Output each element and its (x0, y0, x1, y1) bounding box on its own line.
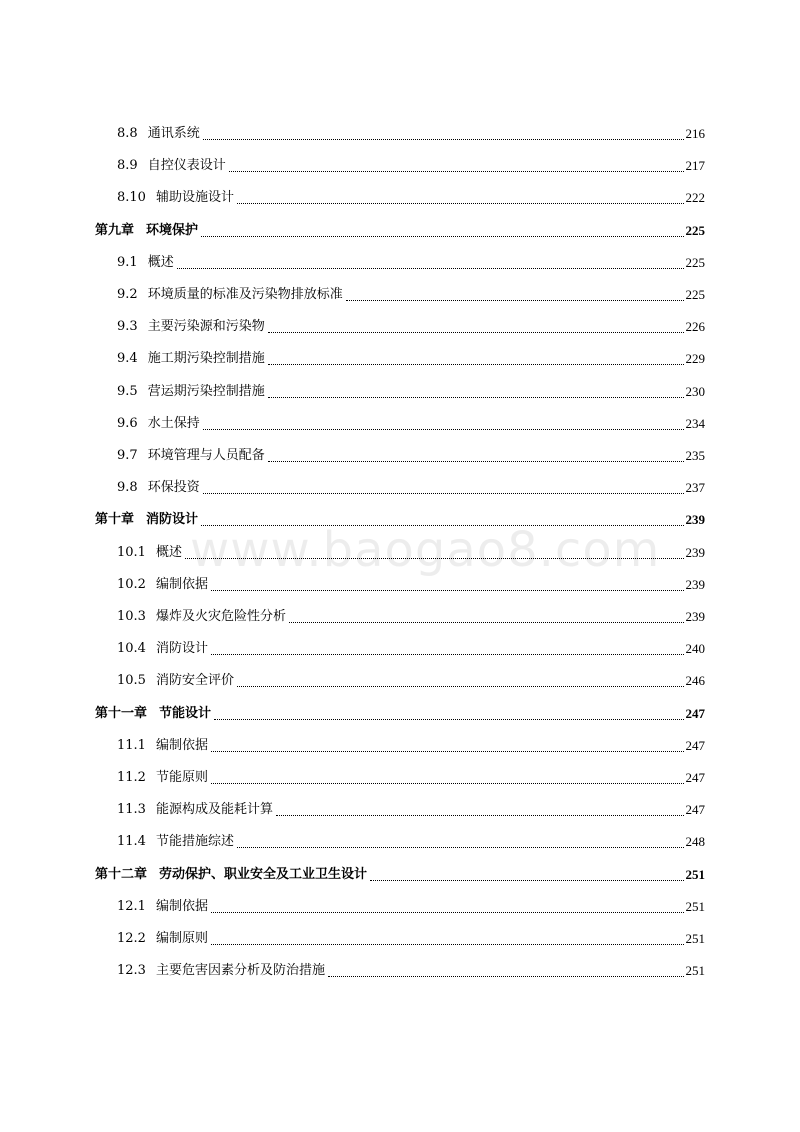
toc-entry-title: 主要污染源和污染物 (147, 319, 265, 335)
toc-entry-row (117, 640, 705, 658)
toc-section-entry[interactable] (0, 730, 800, 762)
toc-section-entry[interactable] (0, 279, 800, 311)
toc-entry-page-number: 251 (685, 866, 705, 882)
toc-entry-row (117, 286, 705, 304)
toc-entry-row (95, 511, 705, 529)
toc-entry-number: 11.1 (117, 737, 146, 753)
toc-dot-leader (268, 363, 684, 365)
toc-entry-row (117, 157, 705, 175)
toc-dot-leader (268, 396, 684, 398)
toc-chapter-entry[interactable] (0, 859, 800, 891)
toc-entry-page-number: 239 (685, 544, 705, 560)
toc-entry-number: 8.10 (117, 190, 146, 206)
toc-section-entry[interactable] (0, 601, 800, 633)
toc-entry-number: 10.5 (117, 673, 146, 689)
toc-dot-leader (185, 557, 684, 559)
toc-entry-page-number: 239 (685, 609, 705, 624)
toc-entry-row (117, 801, 705, 819)
toc-entry-title: 编制依据 (155, 576, 208, 592)
toc-entry-row (117, 672, 705, 690)
toc-section-entry[interactable] (0, 182, 800, 214)
toc-dot-leader (203, 428, 684, 430)
toc-entry-number: 10.2 (117, 576, 146, 592)
toc-dot-leader (346, 299, 684, 301)
toc-entry-title: 辅助设施设计 (155, 190, 234, 206)
toc-entry-number: 8.9 (117, 158, 138, 174)
toc-entry-row (117, 415, 705, 433)
toc-entry-number: 9.7 (117, 448, 138, 463)
toc-entry-page-number: 230 (685, 383, 705, 399)
toc-entry-page-number: 225 (685, 287, 705, 302)
toc-entry-page-number: 225 (685, 222, 705, 238)
toc-section-entry[interactable] (0, 633, 800, 665)
toc-entry-title: 营运期污染控制措施 (147, 383, 265, 399)
toc-entry-page-number: 247 (685, 770, 705, 785)
toc-entry-title: 环境质量的标准及污染物排放标准 (147, 287, 343, 302)
toc-dot-leader (211, 653, 684, 655)
toc-entry-number: 9.5 (117, 383, 138, 399)
toc-chapter-entry[interactable] (0, 698, 800, 730)
toc-section-entry[interactable] (0, 794, 800, 826)
toc-entry-page-number: 217 (685, 158, 705, 174)
toc-section-entry[interactable] (0, 472, 800, 504)
toc-entry-page-number: 247 (685, 705, 705, 721)
toc-entry-title: 爆炸及火灾危险性分析 (155, 609, 286, 624)
toc-entry-page-number: 225 (685, 254, 705, 270)
toc-entry-title: 消防设计 (155, 641, 208, 657)
toc-dot-leader (211, 750, 684, 752)
toc-chapter-entry[interactable] (0, 215, 800, 247)
toc-entry-row (95, 705, 705, 723)
toc-dot-leader (328, 975, 684, 977)
toc-section-entry[interactable] (0, 569, 800, 601)
toc-entry-title: 自控仪表设计 (147, 158, 226, 174)
toc-entry-title: 施工期污染控制措施 (147, 351, 265, 367)
toc-entry-row (117, 479, 705, 497)
toc-entry-number: 11.2 (117, 770, 146, 785)
toc-section-entry[interactable] (0, 343, 800, 375)
toc-entry-title: 消防安全评价 (155, 673, 234, 689)
toc-entry-number: 11.3 (117, 802, 146, 818)
toc-entry-title: 通讯系统 (147, 126, 200, 141)
toc-entry-row (117, 189, 705, 207)
toc-entry-title: 节能原则 (155, 770, 208, 785)
toc-entry-page-number: 216 (685, 126, 705, 141)
toc-section-entry[interactable] (0, 118, 800, 150)
toc-entry-title: 概述 (155, 544, 182, 560)
toc-entry-page-number: 247 (685, 802, 705, 818)
toc-section-entry[interactable] (0, 311, 800, 343)
toc-dot-leader (237, 846, 684, 848)
toc-section-entry[interactable] (0, 891, 800, 923)
toc-entry-number: 11.4 (117, 834, 146, 850)
toc-section-entry[interactable] (0, 537, 800, 569)
toc-dot-leader (201, 524, 683, 526)
toc-dot-leader (229, 170, 684, 172)
toc-section-entry[interactable] (0, 247, 800, 279)
toc-entry-title: 节能设计 (159, 705, 212, 721)
toc-section-entry[interactable] (0, 408, 800, 440)
toc-entry-title: 水土保持 (147, 415, 200, 431)
toc-section-entry[interactable] (0, 376, 800, 408)
toc-entry-number: 9.1 (117, 254, 138, 270)
toc-dot-leader (211, 782, 684, 784)
toc-entry-page-number: 237 (685, 480, 705, 496)
toc-entry-page-number: 229 (685, 351, 705, 367)
toc-entry-page-number: 226 (685, 319, 705, 335)
toc-entry-page-number: 251 (685, 963, 705, 979)
toc-entry-title: 环境管理与人员配备 (147, 448, 265, 463)
toc-dot-leader (211, 589, 684, 591)
toc-entry-number: 第十二章 (95, 866, 148, 882)
toc-dot-leader (289, 621, 684, 623)
toc-dot-leader (203, 138, 684, 140)
toc-entry-title: 消防设计 (146, 512, 199, 528)
toc-entry-row (117, 898, 705, 916)
toc-dot-leader (237, 202, 684, 204)
toc-entry-number: 9.2 (117, 287, 138, 302)
toc-entry-number: 8.8 (117, 126, 138, 141)
toc-section-entry[interactable] (0, 440, 800, 472)
toc-entry-page-number: 235 (685, 448, 705, 463)
toc-entry-row (117, 576, 705, 594)
toc-entry-number: 10.3 (117, 609, 146, 624)
toc-entry-row (117, 930, 705, 948)
toc-entry-row (117, 833, 705, 851)
toc-entry-number: 10.4 (117, 641, 146, 657)
toc-entry-page-number: 251 (685, 931, 705, 946)
toc-section-entry[interactable] (0, 762, 800, 794)
toc-dot-leader (203, 492, 684, 494)
toc-entry-row (117, 737, 705, 755)
toc-entry-number: 第十一章 (95, 705, 148, 721)
toc-section-entry[interactable] (0, 665, 800, 697)
toc-dot-leader (214, 718, 683, 720)
toc-entry-title: 能源构成及能耗计算 (155, 802, 273, 818)
toc-entry-page-number: 240 (685, 641, 705, 657)
toc-entry-number: 9.3 (117, 319, 138, 335)
toc-dot-leader (268, 460, 684, 462)
toc-entry-page-number: 251 (685, 898, 705, 914)
toc-dot-leader (370, 879, 683, 881)
toc-entry-number: 第十章 (95, 512, 135, 528)
toc-entry-number: 12.1 (117, 898, 146, 914)
toc-entry-row (117, 383, 705, 401)
toc-entry-number: 12.3 (117, 963, 146, 979)
toc-entry-number: 10.1 (117, 544, 146, 560)
toc-entry-title: 编制依据 (155, 737, 208, 753)
toc-entry-page-number: 234 (685, 415, 705, 431)
toc-entry-number: 9.6 (117, 415, 138, 431)
toc-dot-leader (237, 685, 684, 687)
toc-entry-row (117, 350, 705, 368)
toc-dot-leader (268, 331, 684, 333)
toc-entry-title: 环保投资 (147, 480, 200, 496)
toc-entry-title: 节能措施综述 (155, 834, 234, 850)
toc-dot-leader (201, 235, 683, 237)
toc-entry-row (117, 447, 705, 465)
toc-entry-page-number: 247 (685, 737, 705, 753)
toc-entry-row (117, 769, 705, 787)
toc-entry-row (95, 866, 705, 884)
toc-entry-page-number: 239 (685, 576, 705, 592)
toc-entry-row (117, 318, 705, 336)
toc-dot-leader (177, 267, 684, 269)
toc-entry-title: 主要危害因素分析及防治措施 (155, 963, 325, 979)
toc-entry-row (117, 125, 705, 143)
toc-entry-number: 12.2 (117, 931, 146, 946)
toc-entry-title: 编制依据 (155, 898, 208, 914)
toc-entry-page-number: 222 (685, 190, 705, 206)
toc-entry-title: 概述 (147, 254, 174, 270)
toc-dot-leader (211, 911, 684, 913)
toc-entry-page-number: 239 (685, 512, 705, 528)
toc-entry-page-number: 248 (685, 834, 705, 850)
toc-entry-row (117, 608, 705, 626)
toc-dot-leader (211, 943, 684, 945)
toc-dot-leader (276, 814, 684, 816)
toc-entry-number: 9.4 (117, 351, 138, 367)
toc-section-entry[interactable] (0, 955, 800, 987)
toc-entry-title: 劳动保护、职业安全及工业卫生设计 (159, 866, 368, 882)
toc-entry-number: 第九章 (95, 222, 135, 238)
toc-entry-row (117, 962, 705, 980)
toc-section-entry[interactable] (0, 150, 800, 182)
toc-entry-row (117, 544, 705, 562)
toc-entry-page-number: 246 (685, 673, 705, 689)
toc-entry-row (117, 254, 705, 272)
toc-entry-title: 编制原则 (155, 931, 208, 946)
watermark: www.baogao8.com (190, 522, 661, 578)
toc-chapter-entry[interactable] (0, 504, 800, 536)
toc-section-entry[interactable] (0, 923, 800, 955)
toc-entry-title: 环境保护 (146, 222, 199, 238)
toc-entry-row (95, 222, 705, 240)
toc-entry-number: 9.8 (117, 480, 138, 496)
toc-section-entry[interactable] (0, 826, 800, 858)
